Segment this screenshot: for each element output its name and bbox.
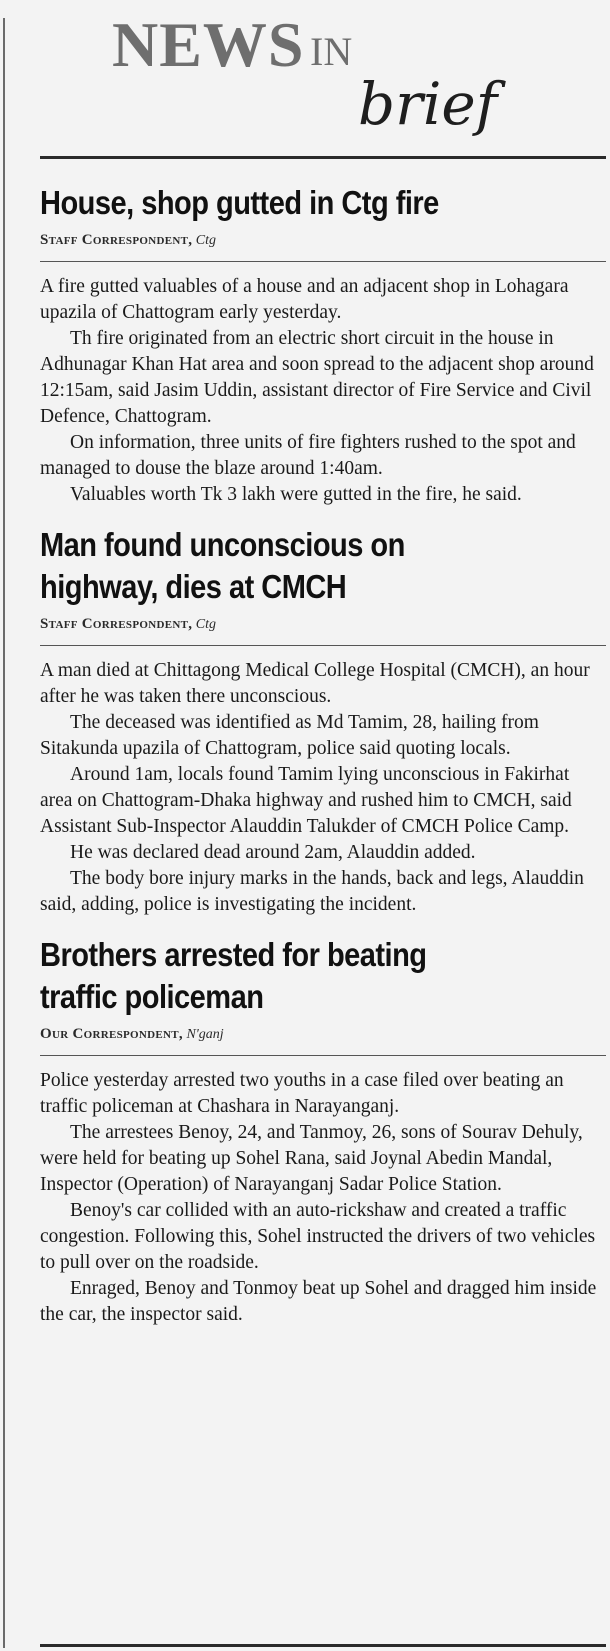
- byline-name: Our Correspondent,: [40, 1026, 183, 1042]
- byline-location: Ctg: [195, 617, 216, 632]
- article-fire: [40, 182, 606, 508]
- paragraph: A man died at Chittagong Medical College Hospital (CMCH), an hour after he was taken there unconscious.: [40, 660, 590, 707]
- paragraph: The body bore injury marks in the hands, back and legs, Alauddin said, adding, police is investigating the incident.: [40, 868, 584, 915]
- column-divider: [3, 18, 5, 1648]
- byline-name: Staff Correspondent,: [40, 232, 193, 248]
- byline-location: Ctg: [195, 233, 216, 248]
- byline: [40, 614, 606, 646]
- paragraph: A fire gutted valuables of a house and an adjacent shop in Lohagara upazila of Chattogram early yesterday.: [40, 276, 569, 323]
- masthead-in: IN: [310, 29, 353, 74]
- article-body: [40, 658, 606, 918]
- news-column: [40, 0, 606, 1328]
- masthead-rule: [40, 156, 606, 159]
- byline: [40, 1024, 606, 1056]
- paragraph: Benoy's car collided with an auto-rickshaw and created a traffic congestion. Following this, Sohel instructed the drivers of two vehicles to pull over on the roadside.: [40, 1200, 596, 1273]
- article-body: [40, 1068, 606, 1328]
- paragraph: On information, three units of fire fighters rushed to the spot and managed to douse the blaze around 1:40am.: [40, 432, 576, 479]
- article-arrest: [40, 934, 606, 1328]
- paragraph: The arrestees Benoy, 24, and Tanmoy, 26, sons of Sourav Dehuly, were held for beating up Sohel Rana, said Joynal Abedin Mandal, Inspector (Operation) of Narayanganj Sadar Police Station.: [40, 1122, 583, 1195]
- article-highway: [40, 524, 606, 918]
- masthead: [40, 0, 606, 160]
- paragraph: Enraged, Benoy and Tonmoy beat up Sohel and dragged him inside the car, the inspector said.: [40, 1278, 597, 1325]
- masthead-news: NEWS: [112, 9, 305, 80]
- byline: [40, 230, 606, 262]
- paragraph: Police yesterday arrested two youths in a case filed over beating an traffic policeman at Chashara in Narayanganj.: [40, 1070, 564, 1117]
- headline: House, shop gutted in Ctg fire: [40, 184, 439, 221]
- paragraph: Around 1am, locals found Tamim lying unconscious in Fakirhat area on Chattogram-Dhaka highway and rushed him to CMCH, said Assistant Sub-Inspector Alauddin Talukder of CMCH Police Camp.: [40, 764, 572, 837]
- bottom-rule: [40, 1644, 606, 1647]
- article-body: [40, 274, 606, 508]
- masthead-brief: brief: [358, 70, 498, 138]
- byline-name: Staff Correspondent,: [40, 616, 193, 632]
- paragraph: Valuables worth Tk 3 lakh were gutted in the fire, he said.: [70, 484, 522, 505]
- paragraph: Th fire originated from an electric short circuit in the house in Adhunagar Khan Hat area and soon spread to the adjacent shop around 12:15am, said Jasim Uddin, assistant director of Fire Service and Civil Defence, Chattogram.: [40, 328, 594, 427]
- paragraph: He was declared dead around 2am, Alauddin added.: [70, 842, 476, 863]
- headline: Man found unconscious on highway, dies at CMCH: [40, 526, 405, 605]
- byline-location: N'ganj: [186, 1027, 224, 1042]
- paragraph: The deceased was identified as Md Tamim, 28, hailing from Sitakunda upazila of Chattogram, police said quoting locals.: [40, 712, 539, 759]
- headline: Brothers arrested for beating traffic policeman: [40, 936, 427, 1015]
